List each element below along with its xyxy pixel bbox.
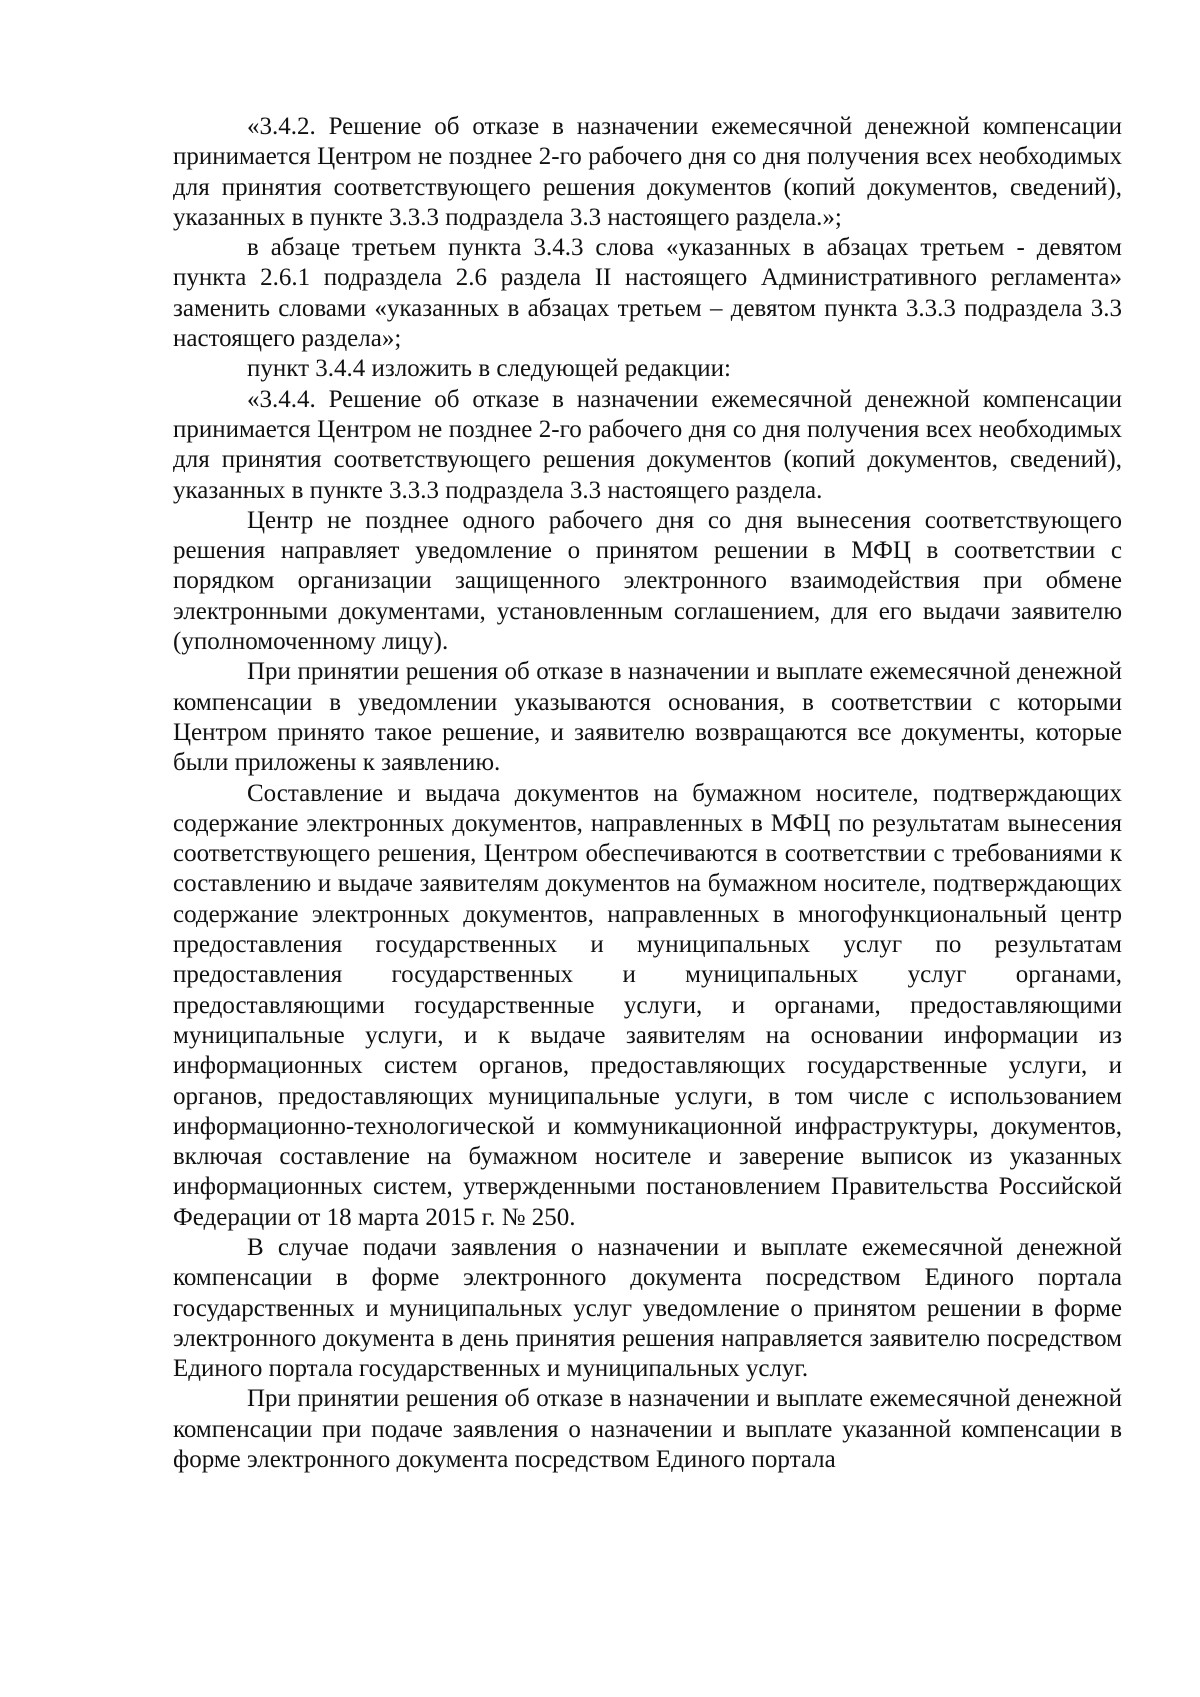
paragraph-3-4-4-intro: пункт 3.4.4 изложить в следующей редакции: — [247, 355, 731, 383]
paragraph-3-4-2: «3.4.2. Решение об отказе в назначении ежемесячной денежной компенсации принимается Центром не позднее 2-го рабочего дня со дня получения всех необходимых для принятия соответствующего решения документов (копий документов, сведений), указанных в пункте 3.3.3 подраздела 3.3 настоящего раздела.»; — [173, 113, 1122, 231]
paragraph-electronic-refusal: При принятии решения об отказе в назначении и выплате ежемесячной денежной компенсации при подаче заявления о назначении и выплате указанной компенсации в форме электронного документа посредством Единого портала — [173, 1385, 1122, 1474]
paragraph-electronic-application: В случае подачи заявления о назначении и выплате ежемесячной денежной компенсации в форме электронного документа посредством Единого портала государственных и муниципальных услуг уведомление о принятом решении в форме электронного документа в день принятия решения направляется заявителю посредством Единого портала государственных и муниципальных услуг. — [173, 1233, 1122, 1383]
paragraph-3-4-3-amendment: в абзаце третьем пункта 3.4.3 слова «указанных в абзацах третьем - девятом пункта 2.6.1 подраздела 2.6 раздела II настоящего Административного регламента» заменить словами «указанных в абзацах третьем – девятом пункта 3.3.3 подраздела 3.3 настоящего раздела»; — [173, 234, 1122, 353]
paragraph-3-4-4: «3.4.4. Решение об отказе в назначении ежемесячной денежной компенсации принимается Центром не позднее 2-го рабочего дня со дня получения всех необходимых для принятия соответствующего решения документов (копий документов, сведений), указанных в пункте 3.3.3 подраздела 3.3 настоящего раздела. — [173, 385, 1122, 504]
paragraph-center-notification: Центр не позднее одного рабочего дня со дня вынесения соответствующего решения направляет уведомление о принятом решении в МФЦ в соответствии с порядком организации защищенного электронного взаимодействия при обмене электронными документами, установленным соглашением, для его выдачи заявителю (уполномоченному лицу). — [173, 506, 1122, 656]
paragraph-refusal-grounds: При принятии решения об отказе в назначении и выплате ежемесячной денежной компенсации в уведомлении указываются основания, в соответствии с которыми Центром принято такое решение, и заявителю возвращаются все документы, которые были приложены к заявлению. — [173, 658, 1122, 777]
document-body — [173, 112, 1122, 1475]
paragraph-paper-documents: Составление и выдача документов на бумажном носителе, подтверждающих содержание электронных документов, направленных в МФЦ по результатам вынесения соответствующего решения, Центром обеспечиваются в соответствии с требованиями к составлению и выдаче заявителям документов на бумажном носителе, подтверждающих содержание электронных документов, направленных в многофункциональный центр предоставления государственных и муниципальных услуг по результатам предоставления государственных и муниципальных услуг органами, предоставляющими государственные услуги, и органами, предоставляющими муниципальные услуги, и к выдаче заявителям на основании информации из информационных систем органов, предоставляющих государственные услуги, и органов, предоставляющих муниципальные услуги, в том числе с использованием информационно-технологической и коммуникационной инфраструктуры, документов, включая составление на бумажном носителе и заверение выписок из указанных информационных систем, утвержденными постановлением Правительства Российской Федерации от 18 марта 2015 г. № 250. — [173, 779, 1122, 1231]
